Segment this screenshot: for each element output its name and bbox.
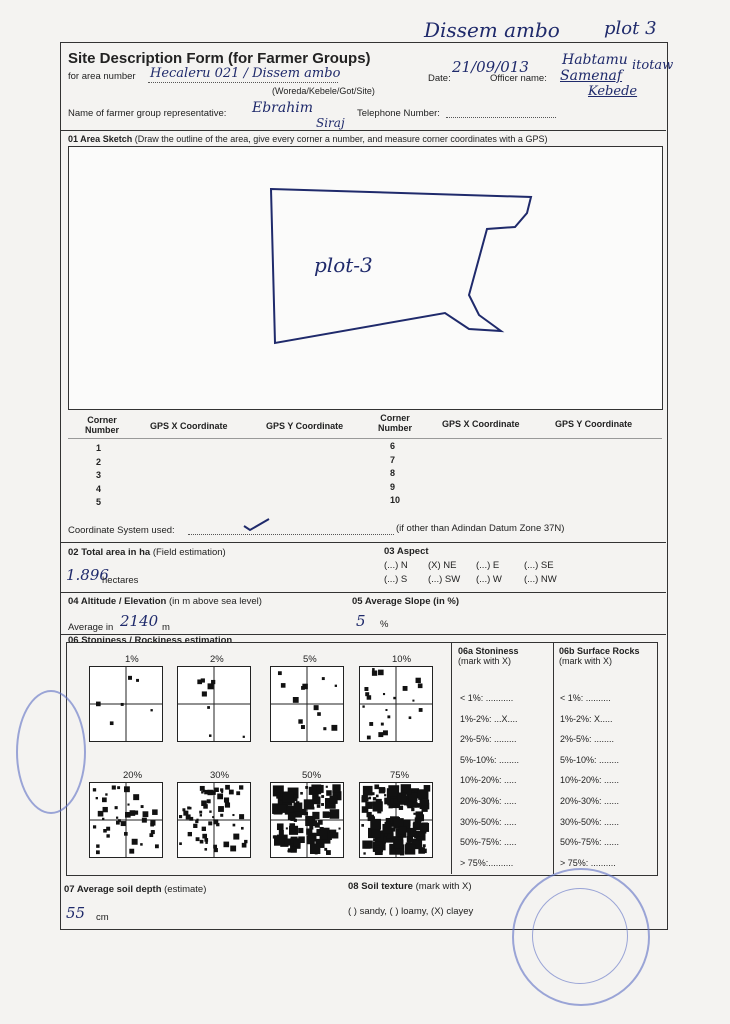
col-b-title: 06b Surface Rocks xyxy=(559,646,640,656)
coord-header-x-left: GPS X Coordinate xyxy=(150,421,228,431)
col-b-sub: (mark with X) xyxy=(559,656,613,666)
stoniness-a-header xyxy=(458,646,519,666)
coord-system-label: Coordinate System used: xyxy=(68,525,175,536)
corner-number: 1 xyxy=(96,443,102,453)
stoniness-grid xyxy=(89,782,163,858)
pct-label: 50% xyxy=(302,770,322,781)
altitude-unit: m xyxy=(162,622,170,633)
soil-depth-heading: 07 Average soil depth xyxy=(64,884,162,895)
corner-number: 2 xyxy=(96,456,102,467)
col-a-sub: (mark with X) xyxy=(458,656,512,666)
pct-label: 2% xyxy=(210,654,224,665)
officer-value-2: Samenaf xyxy=(560,68,623,84)
stoniness-divider xyxy=(553,642,554,874)
stoniness-b-row: > 75%: .......... xyxy=(560,857,616,868)
phone-line xyxy=(446,117,556,118)
stoniness-grid xyxy=(359,782,433,858)
corner-number: 10 xyxy=(390,495,401,505)
stoniness-b-row: 1%-2%: X..... xyxy=(560,713,613,724)
soil-depth-value: 55 xyxy=(66,904,86,922)
checkmark-icon xyxy=(242,516,272,532)
sketch-instruction: (Draw the outline of the area, give every corner a number, and measure corner coordinates with a GPS) xyxy=(134,134,548,144)
rep-label: Name of farmer group representative: xyxy=(68,108,227,119)
aspect-nw: (...) NW xyxy=(524,574,557,585)
stoniness-b-row: 5%-10%: ........ xyxy=(560,754,620,765)
area-unit: hectares xyxy=(102,575,139,586)
corner-number: 9 xyxy=(390,481,396,492)
aspect-s: (...) S xyxy=(384,574,408,585)
pct-label: 20% xyxy=(123,770,143,781)
stamp-seal-inner xyxy=(532,888,628,984)
sketch-heading: 01 Area Sketch xyxy=(68,134,133,144)
plot-outline xyxy=(69,147,662,409)
area-sub-label: (Woreda/Kebele/Got/Site) xyxy=(272,86,375,96)
stoniness-b-row: 50%-75%: ...... xyxy=(560,837,620,848)
divider xyxy=(60,592,666,593)
stoniness-grid xyxy=(177,666,251,742)
corner-number: 5 xyxy=(96,497,102,507)
col-a-title: 06a Stoniness xyxy=(458,646,519,656)
pct-label: 1% xyxy=(125,654,139,665)
divider xyxy=(60,542,666,543)
location-note: Dissem ambo xyxy=(424,18,560,42)
altitude-heading: 04 Altitude / Elevation xyxy=(68,596,167,607)
stoniness-grid xyxy=(177,782,251,858)
coord-divider xyxy=(68,438,662,439)
area-heading: 02 Total area in ha xyxy=(68,547,151,558)
altitude-prefix: Average in xyxy=(68,622,114,633)
corner-number: 6 xyxy=(390,441,396,451)
officer-label: Officer name: xyxy=(490,73,547,84)
soil-depth-unit: cm xyxy=(96,912,109,923)
corner-number: 7 xyxy=(390,454,396,465)
rep-value-2: Siraj xyxy=(316,116,345,130)
stoniness-b-row: 10%-20%: ...... xyxy=(560,775,620,786)
slope-value: 5 xyxy=(356,612,366,630)
area-number-value: Hecaleru 021 / Dissem ambo xyxy=(150,66,341,81)
aspect-se: (...) SE xyxy=(524,560,554,571)
stamp-seal xyxy=(16,690,86,814)
stoniness-grid xyxy=(359,666,433,742)
soil-depth-note: (estimate) xyxy=(164,884,207,895)
coord-header-corner-right: Corner Number xyxy=(377,413,412,433)
form-title: Site Description Form (for Farmer Groups) xyxy=(68,50,371,67)
stoniness-a-row: 1%-2%: ...X.... xyxy=(460,713,518,724)
pct-label: 30% xyxy=(210,770,230,781)
aspect-heading: 03 Aspect xyxy=(384,546,429,557)
stoniness-a-row: 5%-10%: ........ xyxy=(460,754,520,765)
slope-unit: % xyxy=(380,619,389,630)
soil-texture-note: (mark with X) xyxy=(415,881,472,892)
corner-number: 4 xyxy=(96,483,102,494)
area-note: (Field estimation) xyxy=(152,547,226,558)
corner-number: 3 xyxy=(96,470,102,480)
stoniness-a-row: 20%-30%: ..... xyxy=(460,795,517,806)
slope-heading: 05 Average Slope (in %) xyxy=(352,596,459,607)
plot-note: plot 3 xyxy=(604,18,657,39)
aspect-n: (...) N xyxy=(384,560,408,571)
altitude-note: (in m above sea level) xyxy=(169,596,262,607)
stoniness-b-header xyxy=(559,646,640,666)
soil-texture-heading: 08 Soil texture xyxy=(348,881,413,892)
stoniness-b-list xyxy=(560,688,619,873)
area-number-label: for area number xyxy=(68,71,136,82)
pct-label: 5% xyxy=(303,654,317,665)
officer-value-1: Habtamu xyxy=(562,52,628,68)
coord-header-corner-left: Corner Number xyxy=(84,415,119,435)
officer-value-4: Kebede xyxy=(588,84,638,99)
altitude-value: 2140 xyxy=(120,612,159,630)
pct-label: 10% xyxy=(392,654,412,665)
phone-label: Telephone Number: xyxy=(357,108,440,119)
stoniness-a-row: 10%-20%: ..... xyxy=(460,775,517,786)
sketch-heading-line xyxy=(68,134,547,144)
area-number-line xyxy=(148,82,338,83)
aspect-w: (...) W xyxy=(476,574,502,585)
soil-texture-options: ( ) sandy, ( ) loamy, (X) clayey xyxy=(348,906,474,917)
stoniness-divider xyxy=(451,642,452,874)
coord-header-y-left: GPS Y Coordinate xyxy=(266,421,344,431)
officer-value-3: itotaw xyxy=(632,58,674,73)
corner-numbers-right xyxy=(390,440,400,508)
corner-numbers-left xyxy=(96,442,101,510)
divider xyxy=(60,130,666,131)
stoniness-grid xyxy=(89,666,163,742)
corner-number: 8 xyxy=(390,468,396,478)
coord-system-note: (if other than Adindan Datum Zone 37N) xyxy=(396,523,565,534)
stoniness-b-row: 2%-5%: ........ xyxy=(560,734,615,745)
coord-system-line xyxy=(188,534,394,535)
plot-label: plot-3 xyxy=(314,253,373,277)
stoniness-a-row: 2%-5%: ......... xyxy=(460,734,517,745)
stoniness-grid xyxy=(270,782,344,858)
sketch-box xyxy=(68,146,663,410)
aspect-ne: (X) NE xyxy=(428,560,457,571)
stoniness-a-row: < 1%: ........... xyxy=(460,693,514,703)
stoniness-b-row: 30%-50%: ...... xyxy=(560,816,620,827)
area-value: 1.896 xyxy=(66,566,109,584)
stoniness-a-list xyxy=(460,688,519,873)
stoniness-a-row: 50%-75%: ..... xyxy=(460,837,517,848)
stoniness-b-row: < 1%: .......... xyxy=(560,693,611,703)
stoniness-grid xyxy=(270,666,344,742)
pct-label: 75% xyxy=(390,770,410,781)
stoniness-a-row: 30%-50%: ..... xyxy=(460,816,517,827)
stoniness-a-row: > 75%:.......... xyxy=(460,857,514,868)
coord-header-y-right: GPS Y Coordinate xyxy=(555,419,633,429)
coord-header-x-right: GPS X Coordinate xyxy=(442,419,520,429)
aspect-e: (...) E xyxy=(476,560,500,571)
aspect-sw: (...) SW xyxy=(428,574,461,585)
rep-value-1: Ebrahim xyxy=(252,100,313,116)
stoniness-heading: 06 Stoniness / Rockiness estimation xyxy=(68,635,233,646)
stoniness-b-row: 20%-30%: ...... xyxy=(560,795,620,806)
date-value: 21/09/013 xyxy=(452,58,529,76)
date-label: Date: xyxy=(428,73,451,84)
